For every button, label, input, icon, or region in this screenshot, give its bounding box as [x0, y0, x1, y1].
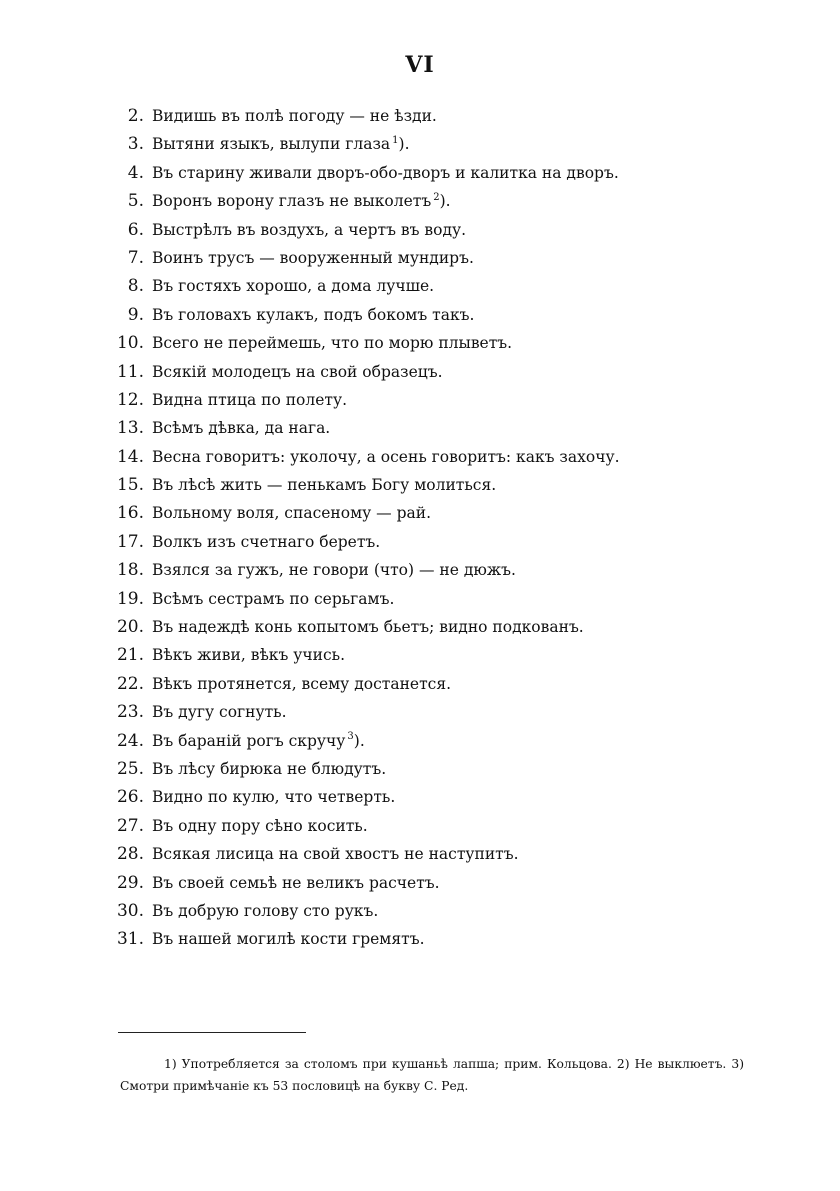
proverb-text [144, 585, 394, 613]
proverb-item [94, 329, 774, 357]
proverb-number: 23. [116, 702, 144, 723]
proverb-number: 14. [116, 446, 144, 467]
proverb-text-main: Въ своей семьѣ не великъ расчетъ. [152, 873, 440, 892]
proverb-text-main: Въ одну пору сѣно косить. [152, 816, 368, 835]
proverb-item [94, 187, 774, 215]
proverb-item [94, 386, 774, 414]
proverb-item [94, 641, 774, 669]
proverb-item [94, 755, 774, 783]
proverb-item [94, 358, 774, 386]
proverb-item [94, 698, 774, 726]
proverb-number: 11. [116, 361, 144, 382]
proverb-text [144, 613, 584, 641]
proverb-text-main: Въ добрую голову сто рукъ. [152, 901, 379, 920]
proverb-text [144, 244, 474, 272]
proverb-text [144, 556, 516, 584]
proverb-number: 2. [127, 106, 144, 126]
proverb-text [144, 528, 380, 556]
proverb-text-main: Воронъ ворону глазъ не выколетъ [152, 192, 432, 211]
proverb-number: 26. [116, 787, 144, 808]
proverb-number: 28. [116, 844, 144, 865]
proverb-text-main: Вольному воля, спасеному — рай. [152, 504, 432, 523]
proverb-text [144, 812, 368, 840]
proverb-text [144, 840, 519, 868]
proverb-text-main: Въ лѣсѣ жить — пенькамъ Богу молиться. [152, 476, 497, 495]
proverb-item [94, 670, 774, 698]
proverb-item [94, 414, 774, 442]
proverb-text-main: Всѣмъ сестрамъ по серьгамъ. [152, 589, 395, 608]
proverb-item [94, 585, 774, 613]
proverb-text-main: Весна говоритъ: уколочу, а осень говоритъ: какъ захочу. [152, 447, 620, 466]
proverb-number: 9. [127, 304, 144, 325]
proverb-text-tail: ). [439, 192, 451, 211]
proverb-item [94, 130, 774, 158]
proverb-text-main: Всякій молодецъ на свой образецъ. [152, 362, 443, 381]
proverb-text [144, 272, 434, 300]
proverb-text [144, 187, 451, 215]
proverb-text-main: Въ гостяхъ хорошо, а дома лучше. [152, 277, 435, 296]
proverb-item [94, 159, 774, 187]
proverb-text [144, 329, 512, 357]
proverb-text [144, 358, 443, 386]
proverb-list [94, 102, 774, 954]
proverb-item [94, 272, 774, 300]
proverb-text [144, 130, 410, 158]
proverb-text [144, 414, 330, 442]
proverb-text-tail: ). [398, 135, 410, 154]
proverb-text-main: Въ нашей могилѣ кости гремятъ. [152, 930, 425, 949]
proverb-text-main: Всякая лисица на свой хвостъ не наступитъ. [152, 845, 519, 864]
proverb-text-main: Выстрѣлъ въ воздухъ, а чертъ въ воду. [152, 220, 467, 239]
proverb-text-main: Вѣкъ живи, вѣкъ учись. [152, 646, 346, 665]
proverb-item [94, 528, 774, 556]
proverb-text-tail: ). [353, 731, 365, 750]
proverb-text-main: Вѣкъ протянется, всему достанется. [152, 674, 452, 693]
proverb-number: 24. [116, 730, 144, 751]
proverb-number: 29. [116, 872, 144, 893]
proverb-number: 6. [127, 219, 144, 240]
proverb-number: 3. [127, 134, 144, 155]
proverb-number: 20. [116, 617, 144, 638]
proverb-text [144, 102, 437, 130]
proverb-item [94, 783, 774, 811]
proverb-number: 12. [116, 389, 144, 410]
proverb-text-main: Видна птица по полету. [152, 390, 348, 409]
proverb-item [94, 812, 774, 840]
proverb-text-main: Въ бараній рогъ скручу [152, 731, 346, 750]
proverb-text [144, 641, 345, 669]
footnote-marker: 1 [392, 135, 399, 147]
proverb-item [94, 556, 774, 584]
proverb-text [144, 159, 619, 187]
proverb-item [94, 840, 774, 868]
proverb-text [144, 301, 474, 329]
proverb-text-main: Въ лѣсу бирюка не блюдутъ. [152, 759, 387, 778]
proverb-number: 25. [116, 758, 144, 779]
proverb-number: 22. [116, 673, 144, 694]
footnote-marker: 2 [433, 192, 440, 204]
proverb-number: 17. [116, 531, 144, 552]
proverb-text [144, 499, 431, 527]
proverb-number: 5. [127, 191, 144, 212]
proverb-number: 15. [116, 475, 144, 496]
proverb-number: 4. [127, 162, 144, 183]
proverb-text [144, 670, 451, 698]
proverb-item [94, 727, 774, 755]
proverb-number: 30. [116, 900, 144, 921]
proverb-number: 16. [116, 503, 144, 524]
proverb-item [94, 897, 774, 925]
proverb-text-main: Вытяни языкъ, вылупи глаза [152, 135, 391, 154]
proverb-number: 18. [116, 560, 144, 581]
proverb-text [144, 386, 347, 414]
proverb-text [144, 698, 287, 726]
proverb-text-main: Въ надеждѣ конь копытомъ бьетъ; видно подкованъ. [152, 618, 584, 637]
proverb-text-main: Видишь въ полѣ погоду — не ѣзди. [152, 107, 437, 125]
footnotes [120, 1053, 744, 1097]
proverb-text-main: Въ дугу согнуть. [152, 703, 287, 722]
proverb-item [94, 925, 774, 953]
proverb-item [94, 301, 774, 329]
proverb-item [94, 102, 774, 130]
proverb-item [94, 613, 774, 641]
proverb-text-main: Взялся за гужъ, не говори (что) — не дюжъ. [152, 561, 516, 580]
proverb-number: 27. [116, 815, 144, 836]
footnote-marker: 3 [347, 731, 354, 743]
proverb-text-main: Всѣмъ дѣвка, да нага. [152, 419, 331, 438]
proverb-number: 8. [127, 276, 144, 297]
proverb-number: 7. [127, 247, 144, 268]
proverb-text-main: Волкъ изъ счетнаго беретъ. [152, 532, 381, 551]
proverb-text [144, 755, 386, 783]
proverb-item [94, 216, 774, 244]
proverb-text [144, 727, 365, 755]
proverb-item [94, 499, 774, 527]
proverb-text [144, 216, 466, 244]
proverb-item [94, 869, 774, 897]
proverb-text [144, 783, 395, 811]
page-number: VI [405, 52, 435, 78]
proverb-item [94, 443, 774, 471]
proverb-text-main: Видно по кулю, что четверть. [152, 788, 396, 807]
footnote-rule [118, 1032, 306, 1033]
proverb-text [144, 925, 425, 953]
proverb-number: 13. [116, 418, 144, 439]
proverb-text-main: Всего не переймешь, что по морю плыветъ. [152, 334, 513, 353]
proverb-number: 21. [116, 645, 144, 666]
proverb-text-main: Воинъ трусъ — вооруженный мундиръ. [152, 248, 474, 267]
proverb-item [94, 244, 774, 272]
proverb-text-main: Въ головахъ кулакъ, подъ бокомъ такъ. [152, 305, 475, 324]
footnote-text: 1) Употребляется за столомъ при кушаньѣ лапша; прим. Кольцова. 2) Не выклюетъ. 3) Смотри примѣчаніе къ 53 пословицѣ на букву С. Ред. [120, 1057, 744, 1093]
proverb-text [144, 897, 378, 925]
proverb-text-main: Въ старину живали дворъ-обо-дворъ и калитка на дворъ. [152, 163, 619, 182]
proverb-item [94, 471, 774, 499]
proverb-text [144, 443, 620, 471]
proverb-text [144, 471, 496, 499]
proverb-number: 31. [116, 929, 144, 950]
proverb-number: 19. [116, 588, 144, 609]
proverb-text [144, 869, 440, 897]
proverb-number: 10. [116, 333, 144, 354]
